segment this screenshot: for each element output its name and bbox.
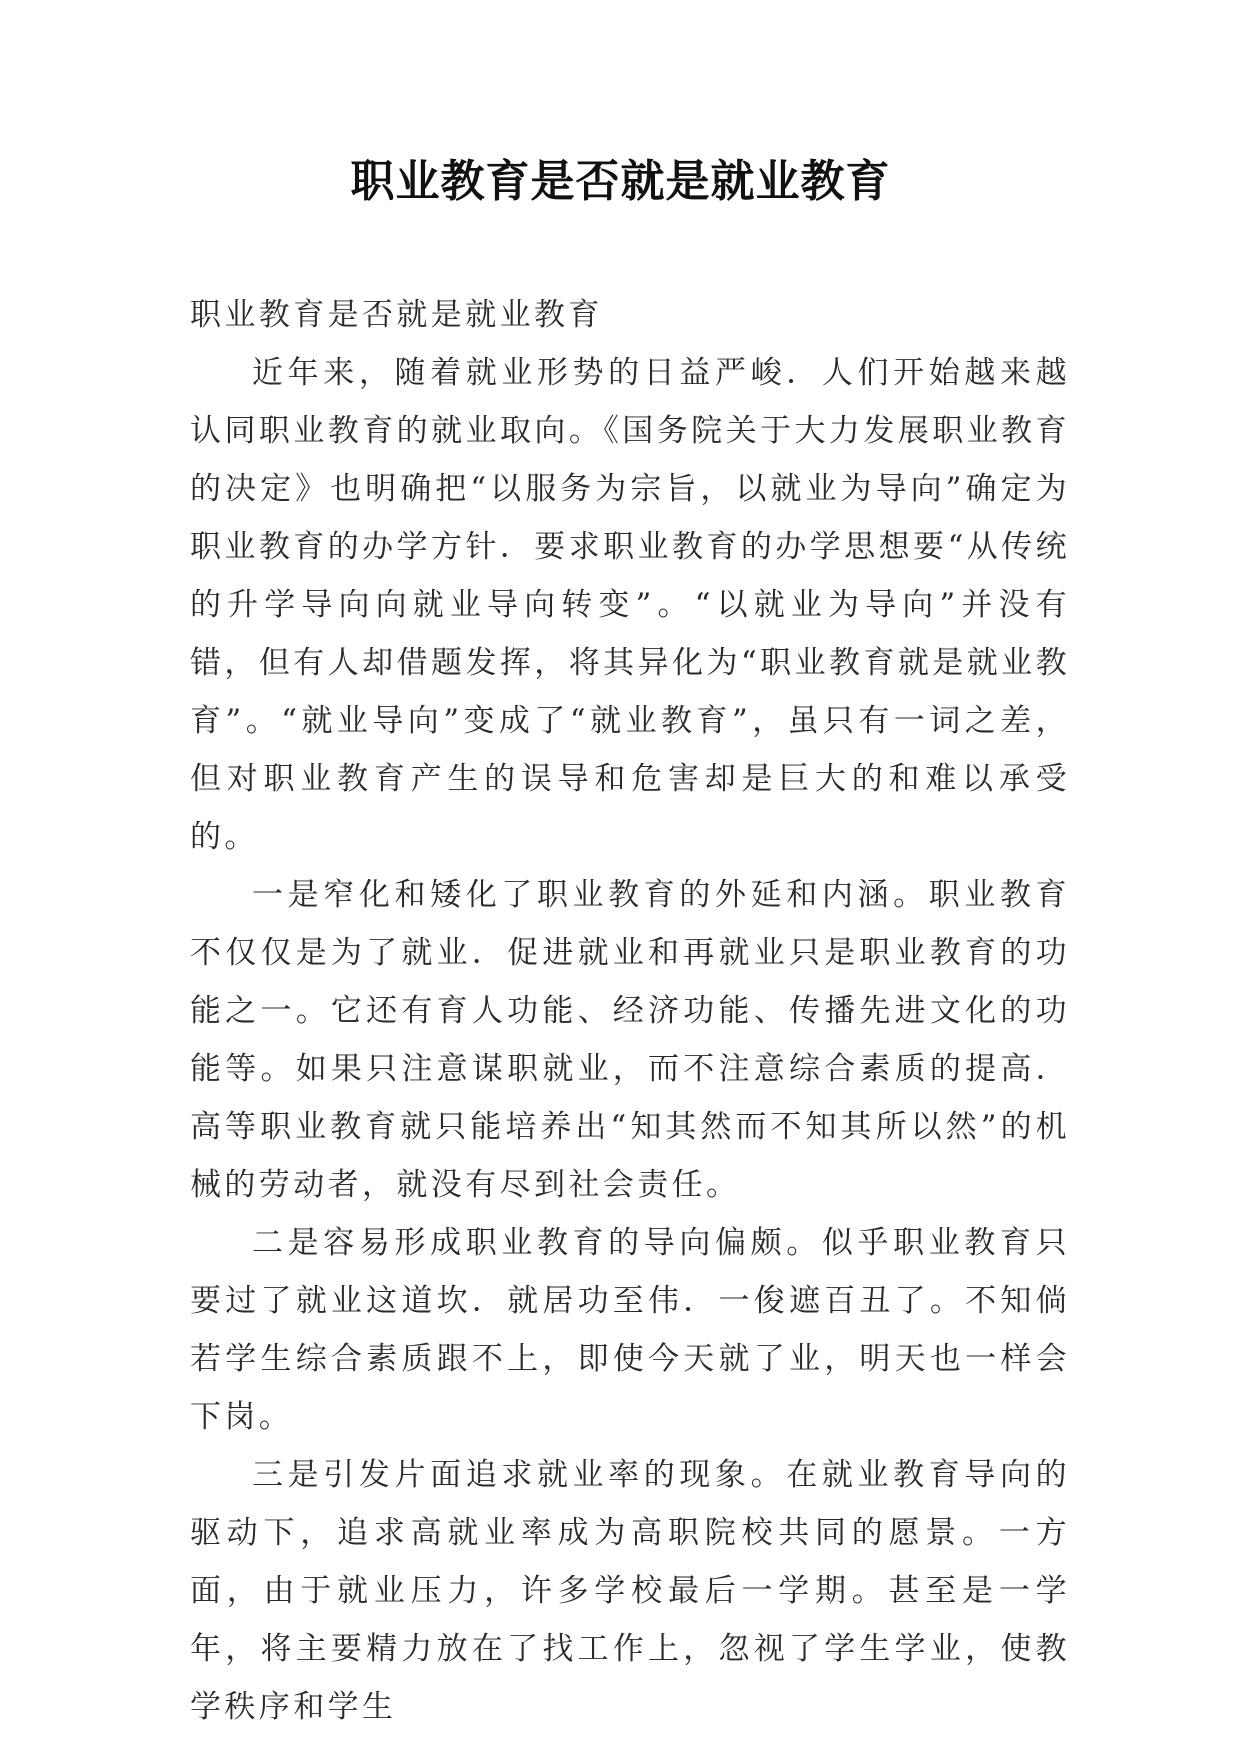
paragraph-point-two: 二是容易形成职业教育的导向偏颇。似乎职业教育只要过了就业这道坎．就居功至伟．一俊遮百丑了。不知倘若学生综合素质跟不上，即使今天就了业，明天也一样会下岗。 <box>190 1225 1070 1435</box>
document-subtitle-line: 职业教育是否就是就业教育 <box>190 297 603 333</box>
document-title: 职业教育是否就是就业教育 <box>350 156 891 207</box>
paragraph-point-three: 三是引发片面追求就业率的现象。在就业教育导向的驱动下，追求高就业率成为高职院校共同的愿景。一方面，由于就业压力，许多学校最后一学期。甚至是一学年，将主要精力放在了找工作上，忽视了学生学业，使教学秩序和学生 <box>190 1457 1070 1725</box>
paragraph-intro: 近年来，随着就业形势的日益严峻．人们开始越来越认同职业教育的就业取向。《国务院关于大力发展职业教育的决定》也明确把“以服务为宗旨，以就业为导向”确定为职业教育的办学方针．要求职业教育的办学思想要“从传统的升学导向向就业导向转变”。“以就业为导向”并没有错，但有人却借题发挥，将其异化为“职业教育就是就业教育”。“就业导向”变成了“就业教育”，虽只有一词之差，但对职业教育产生的误导和危害却是巨大的和难以承受的。 <box>190 355 1070 855</box>
paragraph-point-one: 一是窄化和矮化了职业教育的外延和内涵。职业教育不仅仅是为了就业．促进就业和再就业只是职业教育的功能之一。它还有育人功能、经济功能、传播先进文化的功能等。如果只注意谋职就业，而不注意综合素质的提高．高等职业教育就只能培养出“知其然而不知其所以然”的机械的劳动者，就没有尽到社会责任。 <box>190 877 1070 1203</box>
document-body <box>190 286 1070 1736</box>
